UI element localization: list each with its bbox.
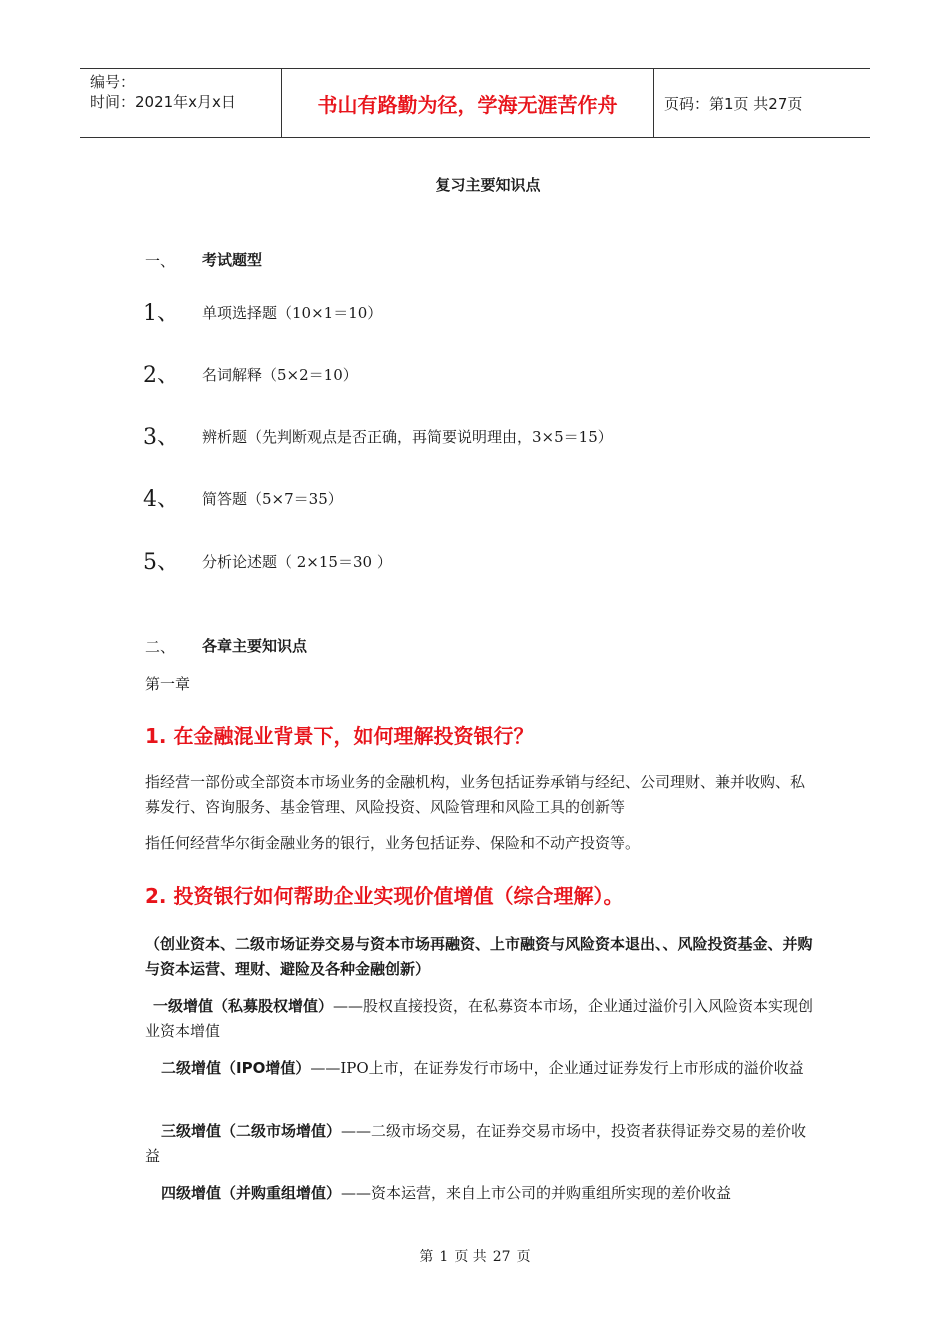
value-level-3-label: 三级增值（二级市场增值） [161,1122,342,1140]
page-footer [0,1246,950,1266]
header-page-info: 页码：第1页 共27页 [664,94,803,113]
header-id-label: 编号： [90,73,136,91]
section2-number: 二、 [145,638,176,656]
exam-type-1-text: 单项选择题（10×1＝10） [202,304,383,322]
value-level-4-label: 四级增值（并购重组增值） [161,1184,342,1202]
exam-type-5-number: 5、 [143,550,179,575]
footer-suffix: 页 [516,1249,531,1265]
value-level-4-text: ——资本运营，来自上市公司的并购重组所实现的差价收益 [341,1184,732,1202]
question1-heading: 1. 在金融混业背景下，如何理解投资银行？ [145,724,534,748]
page-header [80,68,870,138]
exam-type-5-text: 分析论述题（ 2×15＝30 ） [202,553,392,571]
chapter-label: 第一章 [145,675,191,693]
footer-prefix: 第 [419,1249,434,1265]
exam-type-2-text: 名词解释（5×2＝10） [202,366,358,384]
exam-type-4-number: 4、 [143,487,179,512]
exam-type-4-text: 简答题（5×7＝35） [202,490,343,508]
question1-paragraph2: 指任何经营华尔街金融业务的银行，业务包括证券、保险和不动产投资等。 [145,834,641,852]
section2-label: 各章主要知识点 [202,637,308,655]
exam-type-3-number: 3、 [143,425,179,450]
value-level-1-text: ——股权直接投资，在私募资本市场，企业通过溢价引入风险资本实现创业资本增值 [145,997,814,1040]
header-motto: 书山有路勤为径，学海无涯苦作舟 [282,69,654,137]
exam-type-2-number: 2、 [143,363,179,388]
header-date: 时间：2021年x月x日 [90,93,236,111]
document-title: 复习主要知识点 [435,176,541,194]
value-level-3-text: ——二级市场交易，在证券交易市场中，投资者获得证券交易的差价收益 [145,1122,807,1165]
footer-page-number: 1 [439,1249,449,1265]
question1-paragraph1: 指经营一部份或全部资本市场业务的金融机构，业务包括证券承销与经纪、公司理财、兼并收购、私募发行、咨询服务、基金管理、风险投资、风险管理和风险工具的创新等 [145,773,806,816]
value-level-3 [145,1119,815,1169]
footer-total-pages: 27 [492,1249,511,1265]
exam-type-1-number: 1、 [143,301,179,326]
value-level-1 [145,994,815,1044]
value-level-2-text: ——IPO上市，在证券发行市场中，企业通过证券发行上市形成的溢价收益 [310,1059,804,1077]
section1-label: 考试题型 [202,251,263,269]
value-level-2-label: 二级增值（IPO增值） [161,1059,311,1077]
exam-type-3-text: 辨析题（先判断观点是否正确，再简要说明理由，3×5＝15） [202,428,613,446]
question2-heading: 2. 投资银行如何帮助企业实现价值增值（综合理解）。 [145,884,624,908]
section1-number: 一、 [145,252,176,270]
value-level-2 [145,1056,815,1081]
footer-mid: 页 共 [454,1249,487,1265]
value-level-4 [145,1181,815,1206]
value-level-1-label: 一级增值（私募股权增值） [153,997,334,1015]
question2-intro: （创业资本、二级市场证券交易与资本市场再融资、上市融资与风险资本退出、、风险投资基金、并购与资本运营、理财、避险及各种金融创新） [145,935,813,978]
header-meta [80,69,282,137]
